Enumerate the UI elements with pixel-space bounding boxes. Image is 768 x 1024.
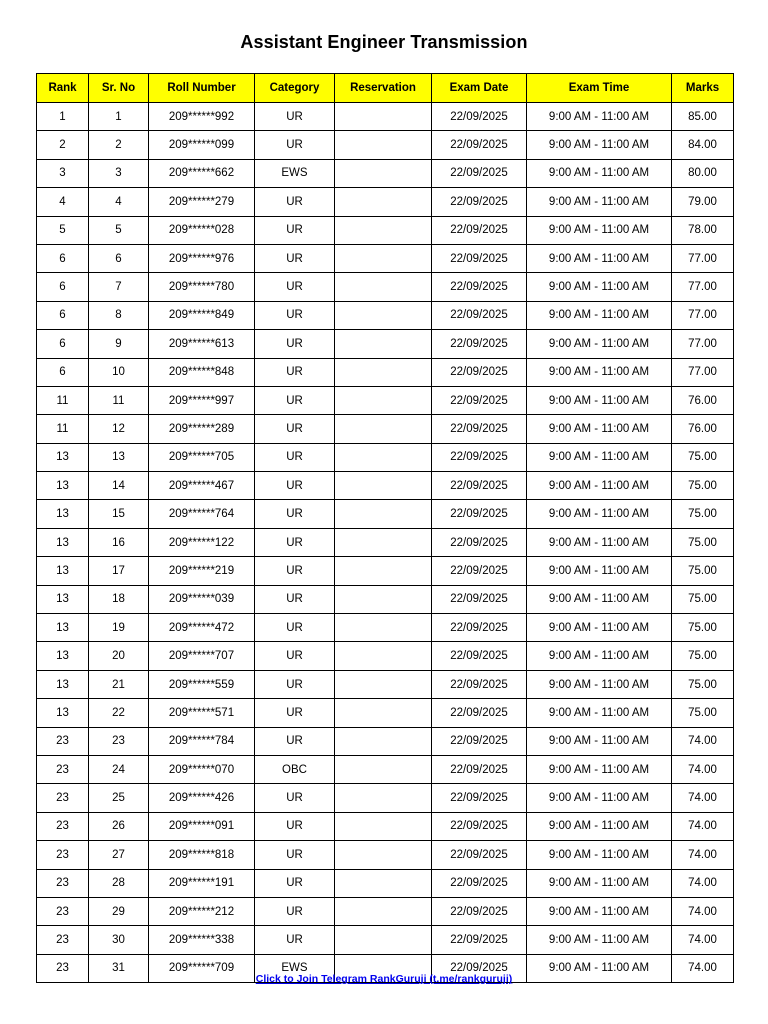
rank-cell: 13 bbox=[37, 614, 89, 642]
rank-cell: 5 bbox=[37, 216, 89, 244]
exam-date-cell: 22/09/2025 bbox=[432, 585, 527, 613]
marks-cell: 78.00 bbox=[672, 216, 734, 244]
rank-cell: 6 bbox=[37, 273, 89, 301]
table-row bbox=[37, 812, 734, 840]
category-cell: UR bbox=[255, 897, 335, 925]
exam-time-cell: 9:00 AM - 11:00 AM bbox=[527, 897, 672, 925]
category-cell: UR bbox=[255, 528, 335, 556]
marks-cell: 74.00 bbox=[672, 841, 734, 869]
exam-time-cell: 9:00 AM - 11:00 AM bbox=[527, 330, 672, 358]
reservation-cell bbox=[335, 273, 432, 301]
rank-cell: 2 bbox=[37, 131, 89, 159]
marks-cell: 75.00 bbox=[672, 585, 734, 613]
reservation-cell bbox=[335, 897, 432, 925]
marks-cell: 74.00 bbox=[672, 926, 734, 954]
exam-date-cell: 22/09/2025 bbox=[432, 755, 527, 783]
table-row bbox=[37, 472, 734, 500]
rank-cell: 11 bbox=[37, 415, 89, 443]
roll-number-cell: 209******559 bbox=[149, 670, 255, 698]
roll-number-cell: 209******212 bbox=[149, 897, 255, 925]
rank-cell: 23 bbox=[37, 727, 89, 755]
exam-time-cell: 9:00 AM - 11:00 AM bbox=[527, 784, 672, 812]
reservation-cell bbox=[335, 557, 432, 585]
sr-no-cell: 21 bbox=[89, 670, 149, 698]
exam-date-cell: 22/09/2025 bbox=[432, 103, 527, 131]
marks-cell: 77.00 bbox=[672, 301, 734, 329]
category-cell: UR bbox=[255, 386, 335, 414]
column-header-marks: Marks bbox=[672, 74, 734, 103]
table-header-row bbox=[37, 74, 734, 103]
sr-no-cell: 28 bbox=[89, 869, 149, 897]
reservation-cell bbox=[335, 330, 432, 358]
exam-time-cell: 9:00 AM - 11:00 AM bbox=[527, 528, 672, 556]
reservation-cell bbox=[335, 926, 432, 954]
marks-cell: 84.00 bbox=[672, 131, 734, 159]
exam-time-cell: 9:00 AM - 11:00 AM bbox=[527, 614, 672, 642]
roll-number-cell: 209******780 bbox=[149, 273, 255, 301]
sr-no-cell: 16 bbox=[89, 528, 149, 556]
exam-time-cell: 9:00 AM - 11:00 AM bbox=[527, 670, 672, 698]
roll-number-cell: 209******997 bbox=[149, 386, 255, 414]
marks-cell: 85.00 bbox=[672, 103, 734, 131]
rank-cell: 23 bbox=[37, 755, 89, 783]
sr-no-cell: 29 bbox=[89, 897, 149, 925]
rank-cell: 13 bbox=[37, 585, 89, 613]
exam-time-cell: 9:00 AM - 11:00 AM bbox=[527, 216, 672, 244]
roll-number-cell: 209******467 bbox=[149, 472, 255, 500]
exam-time-cell: 9:00 AM - 11:00 AM bbox=[527, 358, 672, 386]
sr-no-cell: 24 bbox=[89, 755, 149, 783]
rank-cell: 23 bbox=[37, 784, 89, 812]
exam-date-cell: 22/09/2025 bbox=[432, 386, 527, 414]
exam-date-cell: 22/09/2025 bbox=[432, 926, 527, 954]
category-cell: UR bbox=[255, 216, 335, 244]
reservation-cell bbox=[335, 443, 432, 471]
sr-no-cell: 9 bbox=[89, 330, 149, 358]
category-cell: UR bbox=[255, 557, 335, 585]
table-row bbox=[37, 926, 734, 954]
category-cell: EWS bbox=[255, 159, 335, 187]
reservation-cell bbox=[335, 301, 432, 329]
table-row bbox=[37, 188, 734, 216]
sr-no-cell: 5 bbox=[89, 216, 149, 244]
rank-cell: 6 bbox=[37, 301, 89, 329]
marks-cell: 77.00 bbox=[672, 273, 734, 301]
rank-cell: 23 bbox=[37, 812, 89, 840]
marks-cell: 75.00 bbox=[672, 670, 734, 698]
category-cell: UR bbox=[255, 727, 335, 755]
category-cell: UR bbox=[255, 301, 335, 329]
sr-no-cell: 23 bbox=[89, 727, 149, 755]
sr-no-cell: 12 bbox=[89, 415, 149, 443]
roll-number-cell: 209******662 bbox=[149, 159, 255, 187]
column-header-roll-number: Roll Number bbox=[149, 74, 255, 103]
table-row bbox=[37, 273, 734, 301]
marks-cell: 77.00 bbox=[672, 358, 734, 386]
category-cell: OBC bbox=[255, 755, 335, 783]
reservation-cell bbox=[335, 670, 432, 698]
exam-time-cell: 9:00 AM - 11:00 AM bbox=[527, 443, 672, 471]
sr-no-cell: 3 bbox=[89, 159, 149, 187]
exam-date-cell: 22/09/2025 bbox=[432, 670, 527, 698]
reservation-cell bbox=[335, 103, 432, 131]
reservation-cell bbox=[335, 784, 432, 812]
table-row bbox=[37, 386, 734, 414]
marks-cell: 77.00 bbox=[672, 330, 734, 358]
roll-number-cell: 209******338 bbox=[149, 926, 255, 954]
table-row bbox=[37, 585, 734, 613]
exam-time-cell: 9:00 AM - 11:00 AM bbox=[527, 699, 672, 727]
reservation-cell bbox=[335, 528, 432, 556]
rank-cell: 13 bbox=[37, 500, 89, 528]
rank-cell: 23 bbox=[37, 841, 89, 869]
exam-date-cell: 22/09/2025 bbox=[432, 812, 527, 840]
column-header-category: Category bbox=[255, 74, 335, 103]
table-row bbox=[37, 216, 734, 244]
exam-time-cell: 9:00 AM - 11:00 AM bbox=[527, 273, 672, 301]
sr-no-cell: 25 bbox=[89, 784, 149, 812]
table-row bbox=[37, 755, 734, 783]
marks-cell: 74.00 bbox=[672, 869, 734, 897]
page-title: Assistant Engineer Transmission bbox=[240, 32, 528, 52]
marks-cell: 77.00 bbox=[672, 244, 734, 272]
category-cell: UR bbox=[255, 585, 335, 613]
rank-cell: 13 bbox=[37, 557, 89, 585]
rank-cell: 23 bbox=[37, 954, 89, 982]
marks-cell: 75.00 bbox=[672, 528, 734, 556]
exam-time-cell: 9:00 AM - 11:00 AM bbox=[527, 585, 672, 613]
exam-date-cell: 22/09/2025 bbox=[432, 301, 527, 329]
reservation-cell bbox=[335, 472, 432, 500]
sr-no-cell: 20 bbox=[89, 642, 149, 670]
exam-date-cell: 22/09/2025 bbox=[432, 954, 527, 982]
exam-date-cell: 22/09/2025 bbox=[432, 557, 527, 585]
reservation-cell bbox=[335, 244, 432, 272]
table-row bbox=[37, 415, 734, 443]
exam-time-cell: 9:00 AM - 11:00 AM bbox=[527, 244, 672, 272]
category-cell: UR bbox=[255, 699, 335, 727]
category-cell: UR bbox=[255, 273, 335, 301]
exam-time-cell: 9:00 AM - 11:00 AM bbox=[527, 188, 672, 216]
sr-no-cell: 27 bbox=[89, 841, 149, 869]
roll-number-cell: 209******028 bbox=[149, 216, 255, 244]
roll-number-cell: 209******976 bbox=[149, 244, 255, 272]
sr-no-cell: 4 bbox=[89, 188, 149, 216]
table-row bbox=[37, 358, 734, 386]
exam-date-cell: 22/09/2025 bbox=[432, 897, 527, 925]
category-cell: EWS bbox=[255, 954, 335, 982]
exam-time-cell: 9:00 AM - 11:00 AM bbox=[527, 841, 672, 869]
exam-time-cell: 9:00 AM - 11:00 AM bbox=[527, 301, 672, 329]
table-row bbox=[37, 528, 734, 556]
roll-number-cell: 209******279 bbox=[149, 188, 255, 216]
table-row bbox=[37, 159, 734, 187]
roll-number-cell: 209******191 bbox=[149, 869, 255, 897]
roll-number-cell: 209******707 bbox=[149, 642, 255, 670]
exam-time-cell: 9:00 AM - 11:00 AM bbox=[527, 926, 672, 954]
roll-number-cell: 209******709 bbox=[149, 954, 255, 982]
reservation-cell bbox=[335, 812, 432, 840]
reservation-cell bbox=[335, 841, 432, 869]
marks-cell: 75.00 bbox=[672, 500, 734, 528]
sr-no-cell: 18 bbox=[89, 585, 149, 613]
results-table bbox=[36, 73, 734, 983]
column-header-rank: Rank bbox=[37, 74, 89, 103]
table-row bbox=[37, 784, 734, 812]
sr-no-cell: 7 bbox=[89, 273, 149, 301]
exam-time-cell: 9:00 AM - 11:00 AM bbox=[527, 131, 672, 159]
rank-cell: 4 bbox=[37, 188, 89, 216]
category-cell: UR bbox=[255, 926, 335, 954]
category-cell: UR bbox=[255, 670, 335, 698]
category-cell: UR bbox=[255, 869, 335, 897]
category-cell: UR bbox=[255, 103, 335, 131]
reservation-cell bbox=[335, 755, 432, 783]
sr-no-cell: 17 bbox=[89, 557, 149, 585]
roll-number-cell: 209******613 bbox=[149, 330, 255, 358]
exam-date-cell: 22/09/2025 bbox=[432, 699, 527, 727]
rank-cell: 13 bbox=[37, 528, 89, 556]
table-row bbox=[37, 897, 734, 925]
marks-cell: 75.00 bbox=[672, 443, 734, 471]
reservation-cell bbox=[335, 131, 432, 159]
roll-number-cell: 209******099 bbox=[149, 131, 255, 159]
roll-number-cell: 209******848 bbox=[149, 358, 255, 386]
rank-cell: 13 bbox=[37, 670, 89, 698]
sr-no-cell: 14 bbox=[89, 472, 149, 500]
column-header-exam-date: Exam Date bbox=[432, 74, 527, 103]
reservation-cell bbox=[335, 500, 432, 528]
roll-number-cell: 209******039 bbox=[149, 585, 255, 613]
exam-time-cell: 9:00 AM - 11:00 AM bbox=[527, 472, 672, 500]
rank-cell: 6 bbox=[37, 330, 89, 358]
roll-number-cell: 209******992 bbox=[149, 103, 255, 131]
table-row bbox=[37, 301, 734, 329]
exam-date-cell: 22/09/2025 bbox=[432, 869, 527, 897]
reservation-cell bbox=[335, 415, 432, 443]
table-row bbox=[37, 103, 734, 131]
reservation-cell bbox=[335, 386, 432, 414]
sr-no-cell: 6 bbox=[89, 244, 149, 272]
rank-cell: 11 bbox=[37, 386, 89, 414]
exam-time-cell: 9:00 AM - 11:00 AM bbox=[527, 642, 672, 670]
category-cell: UR bbox=[255, 472, 335, 500]
exam-time-cell: 9:00 AM - 11:00 AM bbox=[527, 386, 672, 414]
table-row bbox=[37, 443, 734, 471]
category-cell: UR bbox=[255, 358, 335, 386]
roll-number-cell: 209******764 bbox=[149, 500, 255, 528]
exam-date-cell: 22/09/2025 bbox=[432, 528, 527, 556]
category-cell: UR bbox=[255, 841, 335, 869]
reservation-cell bbox=[335, 159, 432, 187]
marks-cell: 74.00 bbox=[672, 954, 734, 982]
sr-no-cell: 13 bbox=[89, 443, 149, 471]
exam-date-cell: 22/09/2025 bbox=[432, 330, 527, 358]
roll-number-cell: 209******289 bbox=[149, 415, 255, 443]
exam-date-cell: 22/09/2025 bbox=[432, 216, 527, 244]
exam-date-cell: 22/09/2025 bbox=[432, 642, 527, 670]
exam-time-cell: 9:00 AM - 11:00 AM bbox=[527, 727, 672, 755]
exam-time-cell: 9:00 AM - 11:00 AM bbox=[527, 954, 672, 982]
marks-cell: 74.00 bbox=[672, 784, 734, 812]
table-row bbox=[37, 727, 734, 755]
sr-no-cell: 11 bbox=[89, 386, 149, 414]
reservation-cell bbox=[335, 188, 432, 216]
roll-number-cell: 209******070 bbox=[149, 755, 255, 783]
category-cell: UR bbox=[255, 415, 335, 443]
category-cell: UR bbox=[255, 131, 335, 159]
marks-cell: 80.00 bbox=[672, 159, 734, 187]
table-row bbox=[37, 244, 734, 272]
exam-time-cell: 9:00 AM - 11:00 AM bbox=[527, 159, 672, 187]
rank-cell: 13 bbox=[37, 699, 89, 727]
column-header-exam-time: Exam Time bbox=[527, 74, 672, 103]
exam-time-cell: 9:00 AM - 11:00 AM bbox=[527, 103, 672, 131]
roll-number-cell: 209******705 bbox=[149, 443, 255, 471]
roll-number-cell: 209******818 bbox=[149, 841, 255, 869]
exam-date-cell: 22/09/2025 bbox=[432, 415, 527, 443]
reservation-cell bbox=[335, 699, 432, 727]
exam-date-cell: 22/09/2025 bbox=[432, 841, 527, 869]
marks-cell: 74.00 bbox=[672, 755, 734, 783]
marks-cell: 75.00 bbox=[672, 472, 734, 500]
category-cell: UR bbox=[255, 244, 335, 272]
table-row bbox=[37, 869, 734, 897]
table-row bbox=[37, 841, 734, 869]
reservation-cell bbox=[335, 216, 432, 244]
sr-no-cell: 30 bbox=[89, 926, 149, 954]
table-row bbox=[37, 670, 734, 698]
exam-date-cell: 22/09/2025 bbox=[432, 131, 527, 159]
roll-number-cell: 209******426 bbox=[149, 784, 255, 812]
table-row bbox=[37, 557, 734, 585]
table-row bbox=[37, 642, 734, 670]
exam-date-cell: 22/09/2025 bbox=[432, 159, 527, 187]
sr-no-cell: 8 bbox=[89, 301, 149, 329]
roll-number-cell: 209******219 bbox=[149, 557, 255, 585]
rank-cell: 13 bbox=[37, 642, 89, 670]
category-cell: UR bbox=[255, 784, 335, 812]
category-cell: UR bbox=[255, 614, 335, 642]
roll-number-cell: 209******571 bbox=[149, 699, 255, 727]
marks-cell: 75.00 bbox=[672, 557, 734, 585]
sr-no-cell: 1 bbox=[89, 103, 149, 131]
sr-no-cell: 31 bbox=[89, 954, 149, 982]
rank-cell: 6 bbox=[37, 244, 89, 272]
rank-cell: 13 bbox=[37, 443, 89, 471]
exam-time-cell: 9:00 AM - 11:00 AM bbox=[527, 812, 672, 840]
rank-cell: 6 bbox=[37, 358, 89, 386]
sr-no-cell: 26 bbox=[89, 812, 149, 840]
telegram-join-link[interactable]: Click to Join Telegram RankGuruji (t.me/rankguruji) bbox=[255, 973, 513, 985]
table-row bbox=[37, 699, 734, 727]
reservation-cell bbox=[335, 869, 432, 897]
category-cell: UR bbox=[255, 188, 335, 216]
sr-no-cell: 22 bbox=[89, 699, 149, 727]
exam-date-cell: 22/09/2025 bbox=[432, 500, 527, 528]
exam-date-cell: 22/09/2025 bbox=[432, 358, 527, 386]
roll-number-cell: 209******472 bbox=[149, 614, 255, 642]
roll-number-cell: 209******784 bbox=[149, 727, 255, 755]
table-row bbox=[37, 500, 734, 528]
exam-date-cell: 22/09/2025 bbox=[432, 727, 527, 755]
category-cell: UR bbox=[255, 500, 335, 528]
exam-date-cell: 22/09/2025 bbox=[432, 273, 527, 301]
exam-date-cell: 22/09/2025 bbox=[432, 614, 527, 642]
marks-cell: 75.00 bbox=[672, 614, 734, 642]
rank-cell: 13 bbox=[37, 472, 89, 500]
marks-cell: 74.00 bbox=[672, 812, 734, 840]
exam-date-cell: 22/09/2025 bbox=[432, 443, 527, 471]
category-cell: UR bbox=[255, 330, 335, 358]
marks-cell: 74.00 bbox=[672, 727, 734, 755]
sr-no-cell: 19 bbox=[89, 614, 149, 642]
roll-number-cell: 209******091 bbox=[149, 812, 255, 840]
category-cell: UR bbox=[255, 443, 335, 471]
column-header-reservation: Reservation bbox=[335, 74, 432, 103]
roll-number-cell: 209******849 bbox=[149, 301, 255, 329]
sr-no-cell: 2 bbox=[89, 131, 149, 159]
exam-date-cell: 22/09/2025 bbox=[432, 188, 527, 216]
rank-cell: 3 bbox=[37, 159, 89, 187]
category-cell: UR bbox=[255, 812, 335, 840]
marks-cell: 76.00 bbox=[672, 415, 734, 443]
table-row bbox=[37, 614, 734, 642]
column-header-sr-no: Sr. No bbox=[89, 74, 149, 103]
sr-no-cell: 10 bbox=[89, 358, 149, 386]
marks-cell: 79.00 bbox=[672, 188, 734, 216]
roll-number-cell: 209******122 bbox=[149, 528, 255, 556]
table-row bbox=[37, 131, 734, 159]
exam-time-cell: 9:00 AM - 11:00 AM bbox=[527, 415, 672, 443]
marks-cell: 75.00 bbox=[672, 699, 734, 727]
exam-date-cell: 22/09/2025 bbox=[432, 472, 527, 500]
exam-date-cell: 22/09/2025 bbox=[432, 244, 527, 272]
reservation-cell bbox=[335, 358, 432, 386]
exam-time-cell: 9:00 AM - 11:00 AM bbox=[527, 869, 672, 897]
sr-no-cell: 15 bbox=[89, 500, 149, 528]
reservation-cell bbox=[335, 585, 432, 613]
reservation-cell bbox=[335, 642, 432, 670]
category-cell: UR bbox=[255, 642, 335, 670]
rank-cell: 23 bbox=[37, 897, 89, 925]
table-row bbox=[37, 330, 734, 358]
marks-cell: 75.00 bbox=[672, 642, 734, 670]
rank-cell: 23 bbox=[37, 869, 89, 897]
exam-time-cell: 9:00 AM - 11:00 AM bbox=[527, 557, 672, 585]
table-body bbox=[37, 103, 734, 983]
reservation-cell bbox=[335, 614, 432, 642]
reservation-cell bbox=[335, 727, 432, 755]
exam-time-cell: 9:00 AM - 11:00 AM bbox=[527, 500, 672, 528]
exam-date-cell: 22/09/2025 bbox=[432, 784, 527, 812]
rank-cell: 1 bbox=[37, 103, 89, 131]
marks-cell: 74.00 bbox=[672, 897, 734, 925]
exam-time-cell: 9:00 AM - 11:00 AM bbox=[527, 755, 672, 783]
marks-cell: 76.00 bbox=[672, 386, 734, 414]
rank-cell: 23 bbox=[37, 926, 89, 954]
